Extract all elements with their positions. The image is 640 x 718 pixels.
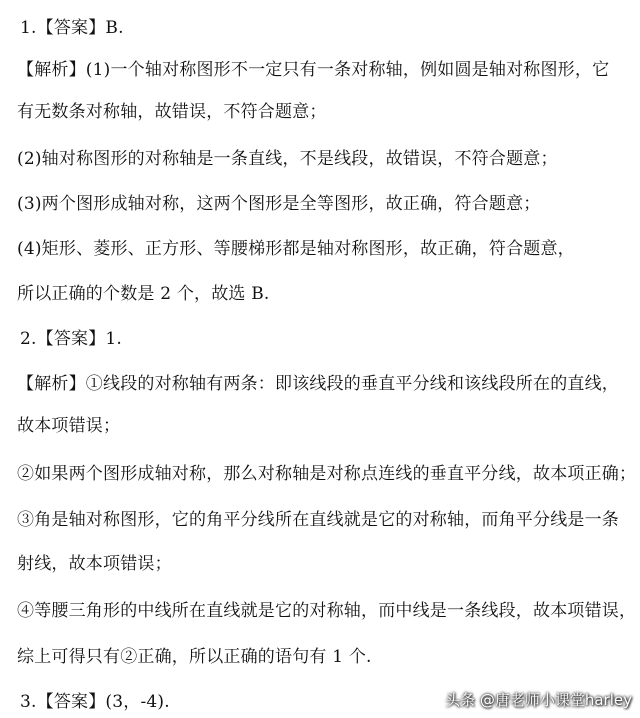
analysis-1-line-1: 【解析】(1)一个轴对称图形不一定只有一条对称轴，例如圆是轴对称图形，它	[17, 60, 610, 80]
analysis-1-item-3: (3)两个图形成轴对称，这两个图形是全等图形，故正确，符合题意；	[17, 194, 541, 214]
analysis-1-item-2: (2)轴对称图形的对称轴是一条直线，不是线段，故错误，不符合题意；	[17, 149, 558, 169]
watermark: 头条 @唐老师小课堂harley	[445, 691, 632, 709]
analysis-2-item-2: ②如果两个图形成轴对称，那么对称轴是对称点连线的垂直平分线，故本项正确；	[17, 464, 637, 484]
analysis-2-conclusion: 综上可得只有②正确，所以正确的语句有 1 个.	[17, 647, 372, 667]
analysis-2-item-3-line-2: 射线，故本项错误；	[17, 554, 172, 574]
analysis-2-line-1: 【解析】①线段的对称轴有两条：即该线段的垂直平分线和该线段所在的直线，	[17, 374, 619, 394]
answer-1-heading: 1.【答案】B.	[20, 18, 124, 38]
analysis-1-item-4: (4)矩形、菱形、正方形、等腰梯形都是轴对称图形，故正确，符合题意，	[17, 239, 575, 259]
analysis-1-conclusion: 所以正确的个数是 2 个，故选 B.	[17, 284, 270, 304]
analysis-1-line-2: 有无数条对称轴，故错误，不符合题意；	[17, 102, 327, 122]
answer-3-heading: 3.【答案】(3，-4).	[20, 692, 170, 712]
analysis-2-line-2: 故本项错误；	[17, 416, 121, 436]
answer-2-heading: 2.【答案】1.	[20, 329, 123, 349]
analysis-2-item-3-line-1: ③角是轴对称图形，它的角平分线所在直线就是它的对称轴，而角平分线是一条	[17, 510, 619, 530]
analysis-2-item-4: ④等腰三角形的中线所在直线就是它的对称轴，而中线是一条线段，故本项错误，	[17, 601, 637, 621]
